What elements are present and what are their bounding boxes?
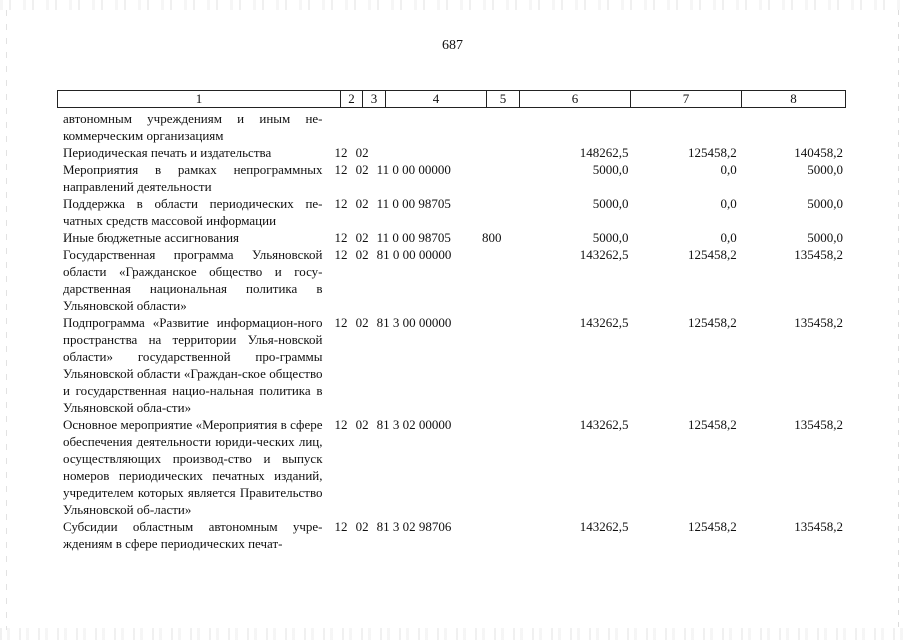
row-target-code: 11 0 00 00000 <box>376 162 451 177</box>
row-section: 12 <box>334 417 348 432</box>
row-amount-col7: 0,0 <box>720 196 737 211</box>
column-header-1: 1 <box>58 91 341 107</box>
row-section: 12 <box>334 519 348 534</box>
row-amount-col7: 125458,2 <box>687 417 737 432</box>
row-subsection: 02 <box>355 196 369 211</box>
row-subsection: 02 <box>355 417 369 432</box>
scan-noise-right <box>898 10 899 630</box>
row-section: 12 <box>334 145 348 160</box>
row-name: Государственная программа Ульяновской области «Гражданское общество и госу-дарственная национальная политика в Ульяновской области» <box>63 247 323 313</box>
row-target-code: 11 0 00 98705 <box>376 196 451 211</box>
row-section: 12 <box>334 162 348 177</box>
row-subsection: 02 <box>355 162 369 177</box>
row-name: Подпрограмма «Развитие информацион-ного пространства на территории Улья-новской области» государственной про-граммы Ульяновской области «Граждан-ское общество и государственная нацио-нальная политика в Ульяновской обла-сти» <box>63 315 323 415</box>
row-amount-col6: 143262,5 <box>579 417 629 432</box>
budget-table-body <box>63 110 843 552</box>
table-row <box>63 314 843 416</box>
row-amount-col8: 135458,2 <box>794 417 843 432</box>
row-name: автономным учреждениям и иным не-коммерческим организациям <box>63 111 323 143</box>
scan-noise-bottom <box>0 628 905 640</box>
row-expense-type: 800 <box>481 230 502 245</box>
row-amount-col8: 135458,2 <box>794 519 843 534</box>
row-subsection: 02 <box>355 230 369 245</box>
row-amount-col6: 143262,5 <box>579 247 629 262</box>
row-amount-col7: 125458,2 <box>687 145 737 160</box>
row-amount-col6: 5000,0 <box>592 196 629 211</box>
column-header-7: 7 <box>631 91 742 107</box>
row-subsection: 02 <box>355 145 369 160</box>
row-name: Мероприятия в рамках непрограммных направлений деятельности <box>63 162 323 194</box>
column-header-6: 6 <box>520 91 631 107</box>
column-header-4: 4 <box>386 91 487 107</box>
row-amount-col8: 140458,2 <box>794 145 843 160</box>
row-section: 12 <box>334 315 348 330</box>
table-row <box>63 195 843 229</box>
row-subsection: 02 <box>355 247 369 262</box>
table-row <box>63 416 843 518</box>
row-amount-col7: 0,0 <box>720 230 737 245</box>
row-amount-col8: 135458,2 <box>794 315 843 330</box>
row-amount-col6: 143262,5 <box>579 315 629 330</box>
column-header-8: 8 <box>790 91 797 106</box>
table-row <box>63 229 843 246</box>
row-amount-col6: 143262,5 <box>579 519 629 534</box>
row-amount-col6: 5000,0 <box>592 230 629 245</box>
table-header-row <box>57 90 846 108</box>
row-target-code: 81 3 02 00000 <box>376 417 452 432</box>
row-section: 12 <box>334 230 348 245</box>
row-amount-col7: 0,0 <box>720 162 737 177</box>
row-name: Поддержка в области периодических пе-чатных средств массовой информации <box>63 196 323 228</box>
row-amount-col7: 125458,2 <box>687 247 737 262</box>
table-row <box>63 110 843 144</box>
column-header-2: 2 <box>341 91 363 107</box>
row-amount-col8: 5000,0 <box>807 196 843 211</box>
row-subsection: 02 <box>355 519 369 534</box>
row-subsection: 02 <box>355 315 369 330</box>
row-amount-col6: 5000,0 <box>592 162 629 177</box>
table-row <box>63 246 843 314</box>
row-amount-col6: 148262,5 <box>579 145 629 160</box>
column-header-5: 5 <box>487 91 520 107</box>
row-name: Субсидии областным автономным учре-ждениям в сфере периодических печат- <box>63 519 323 551</box>
row-name: Иные бюджетные ассигнования <box>63 230 240 245</box>
row-section: 12 <box>334 247 348 262</box>
row-amount-col8: 5000,0 <box>807 230 843 245</box>
table-row <box>63 161 843 195</box>
row-amount-col8: 135458,2 <box>794 247 843 262</box>
table-row <box>63 144 843 161</box>
row-amount-col7: 125458,2 <box>687 519 737 534</box>
scan-noise-left <box>6 10 7 630</box>
table-row <box>63 518 843 552</box>
scan-noise-top <box>0 0 905 10</box>
row-name: Периодическая печать и издательства <box>63 145 272 160</box>
row-section: 12 <box>334 196 348 211</box>
row-target-code: 81 3 00 00000 <box>376 315 452 330</box>
row-target-code: 81 3 02 98706 <box>376 519 452 534</box>
column-header-3: 3 <box>363 91 386 107</box>
row-target-code: 81 0 00 00000 <box>376 247 452 262</box>
page-number: 687 <box>442 38 463 53</box>
row-amount-col8: 5000,0 <box>807 162 843 177</box>
row-amount-col7: 125458,2 <box>687 315 737 330</box>
row-name: Основное мероприятие «Мероприятия в сфере обеспечения деятельности юриди-ческих лиц, осуществляющих производ-ство и выпуск номеров периодических печатных изданий, учредителем которых является Правительство Ульяновской об-ласти» <box>63 417 323 517</box>
row-target-code: 11 0 00 98705 <box>376 230 451 245</box>
